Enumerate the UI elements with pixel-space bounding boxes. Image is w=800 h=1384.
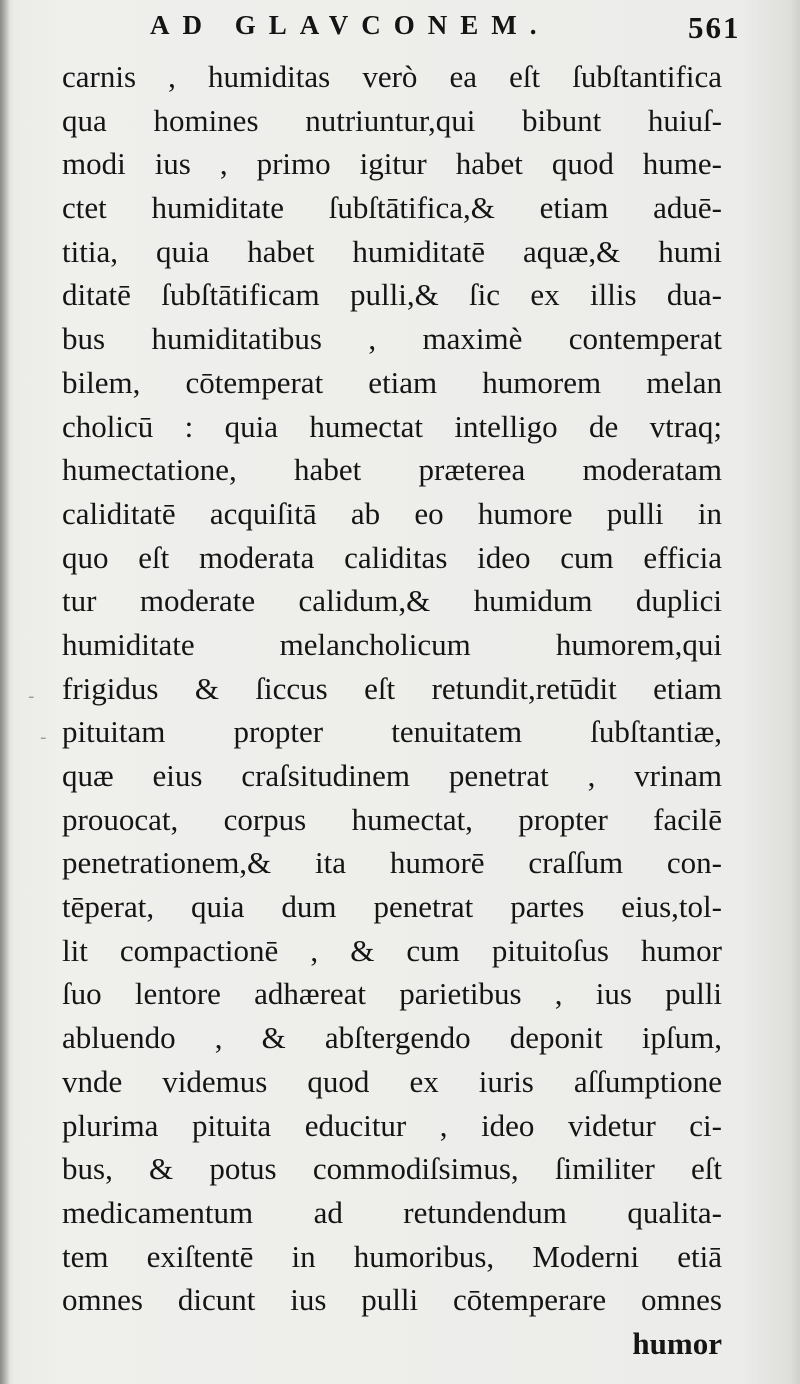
text-line: bus humiditatibus , maximè contemperat [62,321,722,357]
text-line: tēperat, quia dum penetrat partes eius,tol- [62,889,722,925]
text-line: penetrationem,& ita humorē craſſum con- [62,845,722,881]
text-line: quæ eius craſsitudinem penetrat , vrinam [62,758,722,793]
text-line: quo eſt moderata caliditas ideo cum efficia [62,539,722,575]
text-line: titia, quia habet humiditatē aquæ,& humi [62,233,722,269]
running-head: AD GLAVCONEM. [150,10,550,40]
text-line: cholicū : quia humectat intelligo de vtraq; [62,408,722,444]
text-line: tur moderate calidum,& humidum duplici [62,583,722,619]
catchword: humor [632,1325,722,1361]
body-text [62,55,722,1366]
margin-dash-mark: - [28,686,35,707]
text-line: omnes dicunt ius pulli cōtemperare omnes [62,1282,722,1318]
text-line: plurima pituita educitur , ideo videtur ci- [62,1107,722,1143]
text-line: medicamentum ad retundendum qualita- [62,1194,722,1230]
text-line: modi ius , primo igitur habet quod hume- [62,146,722,182]
text-line: pituitam propter tenuitatem ſubſtantiæ, [62,714,722,750]
text-line: frigidus & ſiccus eſt retundit,retūdit etiam [62,670,722,706]
text-line: bus, & potus commodiſsimus, ſimiliter eſt [62,1151,722,1187]
text-line: lit compactionē , & cum pituitoſus humor [62,932,722,968]
text-line: prouocat, corpus humectat, propter facilē [62,801,722,837]
text-line: bilem, cōtemperat etiam humorem melan [62,364,722,400]
text-line: vnde videmus quod ex iuris aſſumptione [62,1063,722,1099]
page-number: 561 [688,10,741,45]
text-line: humectatione, habet præterea moderatam [62,452,722,488]
text-line: tem exiſtentē in humoribus, Moderni etiā [62,1238,722,1274]
text-line: abluendo , & abſtergendo deponit ipſum, [62,1020,722,1056]
text-line: carnis , humiditas verò ea eſt ſubſtantifica [62,59,722,94]
text-line: ditatē ſubſtātificam pulli,& ſic ex illis dua- [62,277,722,313]
text-line: ſuo lentore adhæreat parietibus , ius pulli [62,976,722,1012]
text-line: humiditate melancholicum humorem,qui [62,626,722,662]
page-edge-shadow [0,0,10,1384]
text-line: qua homines nutriuntur,qui bibunt huiuſ- [62,102,722,138]
text-line: caliditatē acquiſitā ab eo humore pulli in [62,495,722,531]
text-line: ctet humiditate ſubſtātifica,& etiam aduē- [62,190,722,226]
margin-dash-mark: - [40,727,47,748]
